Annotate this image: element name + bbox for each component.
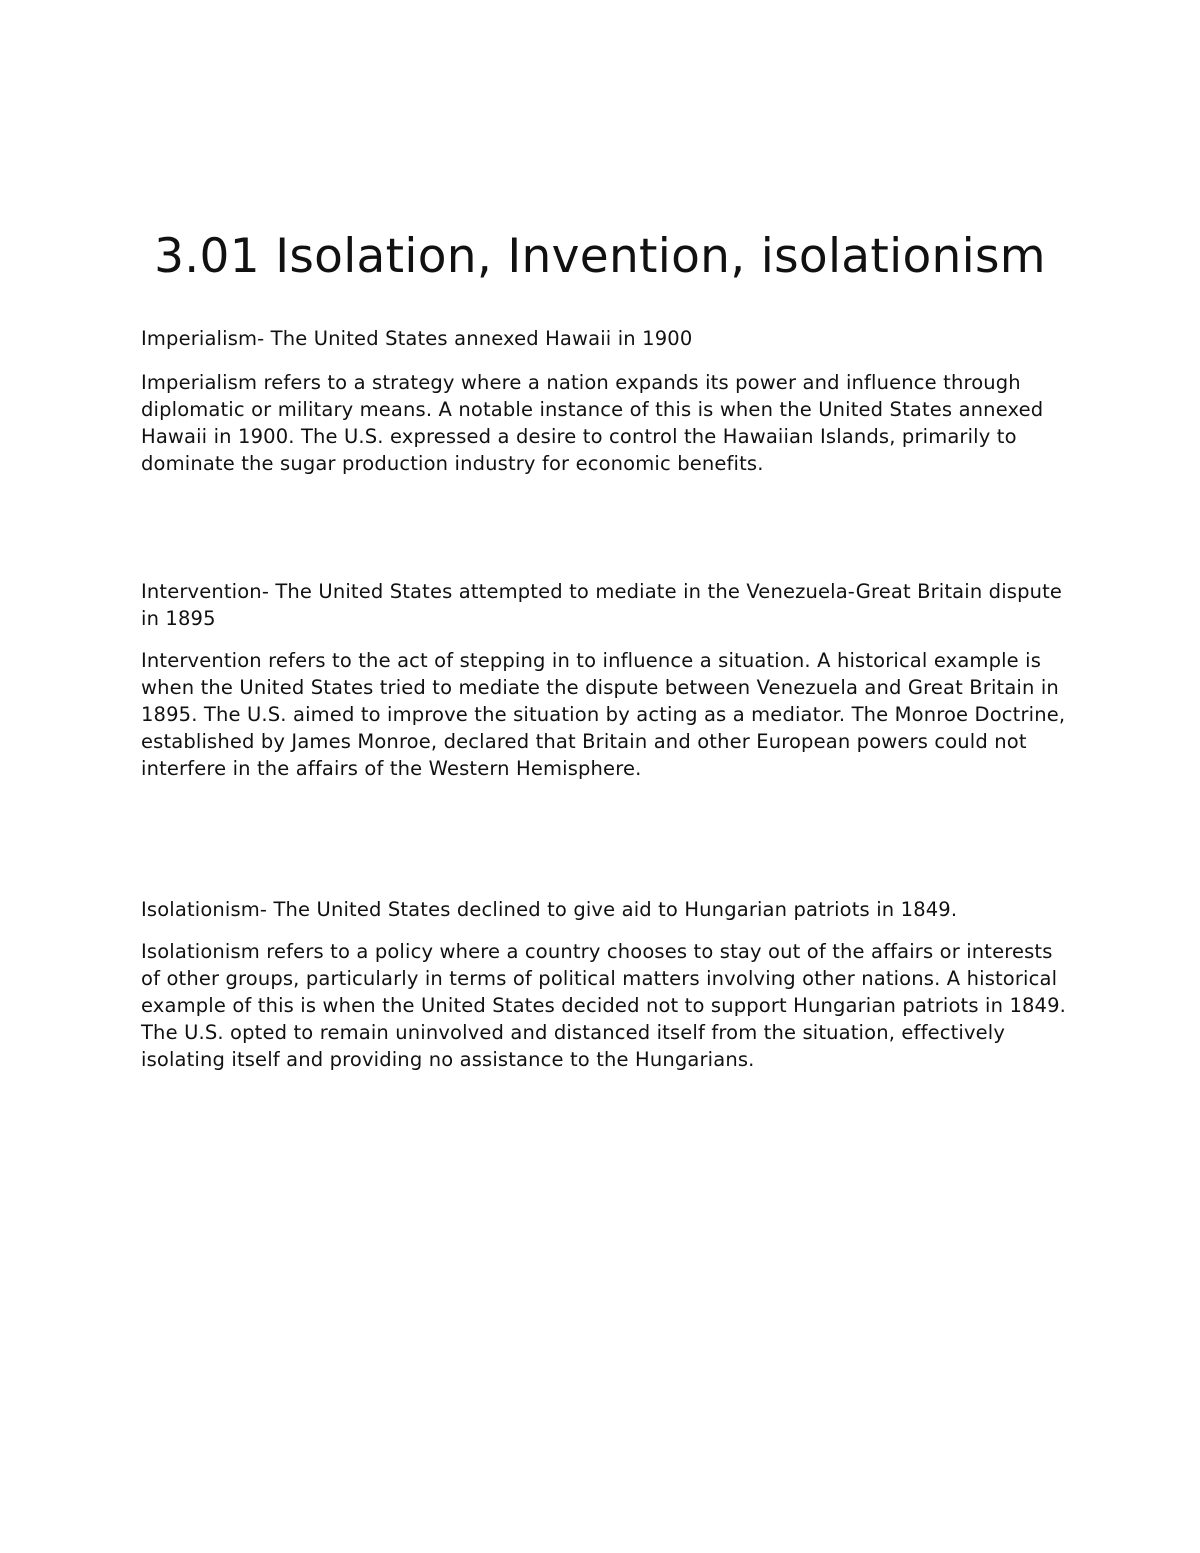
section-body-imperialism: Imperialism refers to a strategy where a nation expands its power and influence through diplomatic or military means. A notable instance of this is when the United States annexed Hawaii in 1900. The U.S. expressed a desire to control the Hawaiian Islands, primarily to dominate the sugar production industry for economic benefits. (141, 371, 1044, 475)
section-body-intervention: Intervention refers to the act of stepping in to influence a situation. A historical example is when the United States tried to mediate the dispute between Venezuela and Great Britain in 1895. The U.S. aimed to improve the situation by acting as a mediator. The Monroe Doctrine, established by James Monroe, declared that Britain and other European powers could not interfere in the affairs of the Western Hemisphere. (141, 649, 1066, 780)
section-heading-isolationism: Isolationism- The United States declined to give aid to Hungarian patriots in 1849. (141, 898, 958, 921)
section-heading-imperialism: Imperialism- The United States annexed Hawaii in 1900 (141, 327, 693, 350)
section-heading-intervention: Intervention- The United States attempted to mediate in the Venezuela-Great Britain dispute in 1895 (141, 580, 1063, 630)
section-body-isolationism: Isolationism refers to a policy where a country chooses to stay out of the affairs or interests of other groups, particularly in terms of political matters involving other nations. A historical example of this is when the United States decided not to support Hungarian patriots in 1849. The U.S. opted to remain uninvolved and distanced itself from the situation, effectively isolating itself and providing no assistance to the Hungarians. (141, 940, 1067, 1071)
document-title: 3.01 Isolation, Invention, isolationism (154, 229, 1046, 284)
